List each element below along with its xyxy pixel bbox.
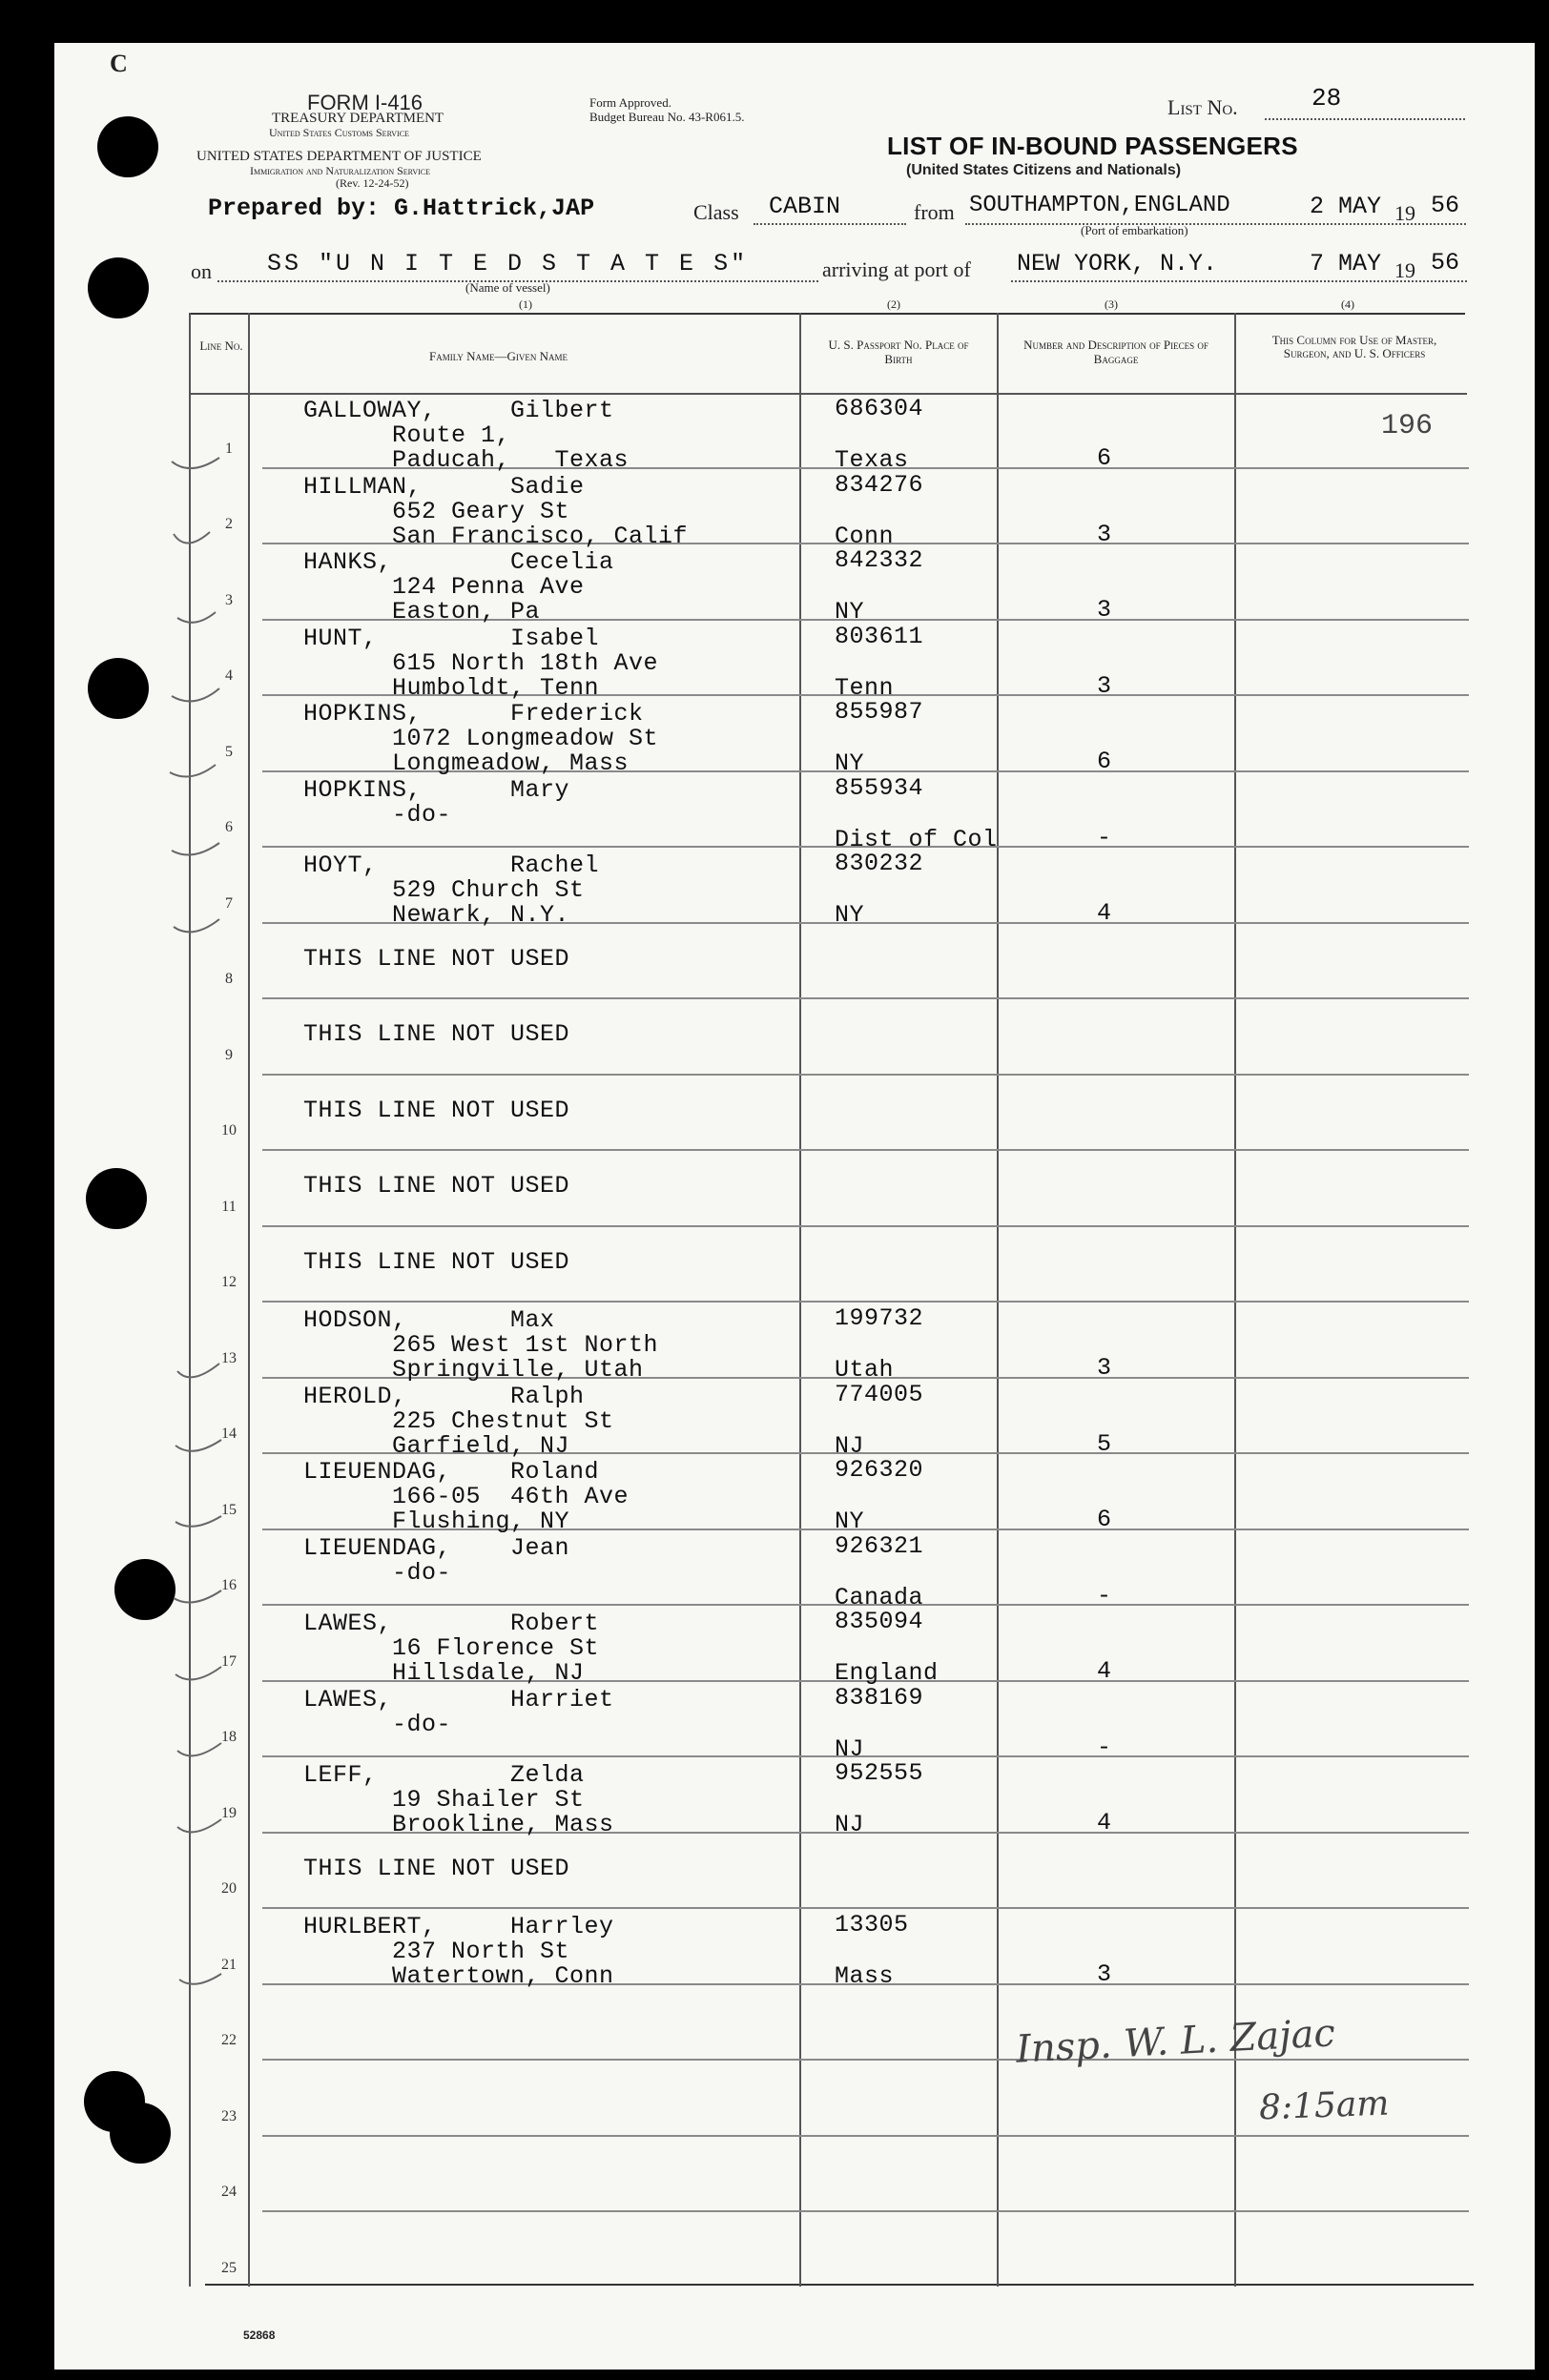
list-no-label: List No. (1167, 95, 1238, 119)
passenger-address: -do- (303, 1710, 452, 1738)
line-number: 25 (221, 2259, 237, 2276)
form-title: LIST OF IN-BOUND PASSENGERS (887, 132, 1298, 160)
line-number: 17 (221, 1652, 237, 1670)
list-no-value: 28 (1311, 84, 1342, 113)
line-number: 8 (225, 971, 233, 987)
vessel-name: SS "U N I T E D S T A T E S" (267, 250, 749, 277)
baggage-count: 4 (1097, 1809, 1112, 1836)
place-of-birth: NY (835, 749, 865, 777)
passport-number: 686304 (835, 395, 924, 422)
place-of-birth: NJ (835, 1431, 865, 1460)
baggage-count: 3 (1097, 1354, 1112, 1382)
place-of-birth: NY (835, 598, 865, 626)
line-number: 10 (221, 1122, 237, 1139)
check-mark (174, 532, 210, 544)
passenger-name: LAWES, Harriet (303, 1685, 614, 1713)
check-mark (172, 458, 219, 468)
arrival-port: NEW YORK, N.Y. (1017, 250, 1218, 277)
place-of-birth: Mass (835, 1962, 895, 1990)
passenger-address: 529 Church St (303, 876, 585, 904)
ins-service: Immigration and Naturalization Service (250, 164, 431, 177)
line-number: 23 (221, 2107, 237, 2124)
passenger-name: LIEUENDAG, Jean (303, 1533, 570, 1562)
form-number: FORM I-416 (307, 91, 423, 114)
passport-number: 855987 (835, 698, 924, 726)
passport-number: 855934 (835, 773, 924, 802)
col-header-baggage: Number and Description of Pieces of Baggage (1023, 338, 1208, 366)
passport-number: 835094 (835, 1608, 924, 1635)
check-mark (172, 843, 219, 855)
punch-hole (88, 257, 149, 318)
port-embark-note: (Port of embarkation) (1081, 223, 1188, 237)
line-number: 4 (225, 667, 233, 684)
row-rule (262, 2210, 1469, 2212)
line-number: 9 (225, 1046, 233, 1063)
check-mark (176, 1667, 221, 1679)
vessel-note: (Name of vessel) (465, 280, 550, 295)
place-of-birth: Canada (835, 1583, 924, 1611)
line-number: 5 (225, 743, 233, 760)
line-not-used: THIS LINE NOT USED (303, 1096, 570, 1124)
justice-dept: UNITED STATES DEPARTMENT OF JUSTICE (196, 149, 482, 164)
passenger-address: Humboldt, Tenn (303, 673, 600, 702)
baggage-count: 4 (1097, 1657, 1112, 1685)
passport-number: 838169 (835, 1683, 924, 1712)
footer-code: 52868 (243, 2329, 276, 2342)
inspector-signature: Insp. W. L. Zajac (1015, 2011, 1336, 2072)
row-rule (262, 1149, 1469, 1151)
line-number: 11 (221, 1198, 237, 1215)
col-header-passport: U. S. Passport No. Place of Birth (828, 338, 969, 366)
col-num-1: (1) (519, 298, 532, 311)
passport-number: 952555 (835, 1759, 924, 1787)
place-of-birth: Texas (835, 446, 909, 474)
passenger-name: HUNT, Isabel (303, 624, 600, 652)
col-num-4: (4) (1341, 298, 1354, 311)
passport-number: 926320 (835, 1456, 924, 1484)
baggage-count: - (1097, 823, 1112, 851)
passenger-name: LIEUENDAG, Roland (303, 1458, 600, 1486)
passport-number: 842332 (835, 546, 924, 574)
budget-bureau: Budget Bureau No. 43-R061.5. (589, 110, 745, 124)
line-number: 18 (221, 1729, 237, 1745)
line-number: 21 (221, 1956, 237, 1973)
check-mark (177, 612, 216, 623)
punch-hole (97, 116, 158, 177)
line-not-used: THIS LINE NOT USED (303, 1854, 570, 1882)
row-rule (262, 1301, 1469, 1303)
check-mark (177, 1364, 219, 1377)
passenger-address: Route 1, (303, 421, 511, 449)
passenger-name: LAWES, Robert (303, 1610, 600, 1637)
row-rule (262, 1225, 1469, 1227)
line-not-used: THIS LINE NOT USED (303, 1172, 570, 1200)
col-header-name: Family Name—Given Name (429, 349, 568, 363)
baggage-count: 6 (1097, 1506, 1112, 1533)
passenger-address: 1072 Longmeadow St (303, 725, 659, 752)
line-number: 1 (225, 440, 233, 457)
place-of-birth: NY (835, 1508, 865, 1535)
passenger-address: 265 West 1st North (303, 1331, 659, 1359)
line-number: 3 (225, 591, 233, 608)
passenger-address: Garfield, NJ (303, 1431, 570, 1460)
from-label: from (914, 200, 955, 224)
passenger-address: 225 Chestnut St (303, 1406, 614, 1435)
check-mark (177, 1819, 221, 1832)
check-mark (174, 1590, 221, 1603)
baggage-count: - (1097, 1581, 1112, 1610)
treasury-dept: TREASURY DEPARTMENT (272, 111, 444, 126)
inspector-time: 8:15am (1258, 2083, 1391, 2128)
place-of-birth: Utah (835, 1356, 895, 1384)
line-number: 14 (221, 1426, 237, 1442)
check-mark (170, 765, 216, 777)
passenger-address: Brookline, Mass (303, 1811, 614, 1838)
passport-number: 13305 (835, 1911, 909, 1939)
place-of-birth: NJ (835, 1734, 865, 1763)
officer-note-196: 196 (1381, 410, 1434, 442)
check-mark (179, 1974, 221, 1984)
passenger-address: San Francisco, Calif (303, 522, 689, 550)
col-num-2: (2) (887, 298, 900, 311)
baggage-count: 6 (1097, 748, 1112, 775)
list-no-underline (1265, 118, 1465, 120)
corner-mark: C (110, 50, 128, 77)
depart-year: 56 (1431, 192, 1460, 219)
punch-hole (88, 658, 149, 719)
depart-century: 19 (1394, 201, 1415, 225)
line-number: 20 (221, 1880, 237, 1897)
passenger-name: HANKS, Cecelia (303, 548, 614, 576)
passenger-address: 16 Florence St (303, 1634, 600, 1662)
passenger-name: HODSON, Max (303, 1306, 555, 1334)
passenger-address: Paducah, Texas (303, 446, 630, 474)
line-number: 22 (221, 2032, 237, 2048)
baggage-count: 4 (1097, 899, 1112, 927)
passenger-name: GALLOWAY, Gilbert (303, 397, 614, 424)
punch-hole (110, 2103, 171, 2164)
passport-divider (997, 313, 999, 2287)
col-header-officers: This Column for Use of Master, Surgeon, and U. S. Officers (1271, 333, 1437, 360)
table-bottom-rule (205, 2284, 1474, 2286)
row-rule (262, 2135, 1469, 2137)
check-mark (174, 919, 219, 932)
col-header-line-no: Line No. (199, 339, 243, 353)
class-label: Class (693, 200, 739, 224)
passport-number: 926321 (835, 1531, 924, 1560)
customs-service: United States Customs Service (269, 126, 409, 139)
baggage-count: 6 (1097, 444, 1112, 472)
passport-number: 199732 (835, 1304, 924, 1332)
baggage-count: 3 (1097, 1960, 1112, 1988)
row-rule (262, 1074, 1469, 1076)
passenger-name: HILLMAN, Sadie (303, 472, 585, 501)
col-num-3: (3) (1105, 298, 1118, 311)
place-of-birth: NY (835, 901, 865, 929)
depart-date: 2 MAY (1310, 193, 1382, 220)
place-of-birth: Conn (835, 522, 895, 550)
check-marks (153, 400, 305, 2021)
from-underline (965, 223, 1466, 225)
arrival-date: 7 MAY (1310, 250, 1382, 277)
line-not-used: THIS LINE NOT USED (303, 1247, 570, 1276)
punch-hole (86, 1168, 147, 1229)
baggage-count: 3 (1097, 671, 1112, 700)
passenger-address: 124 Penna Ave (303, 573, 585, 601)
passenger-address: Springville, Utah (303, 1356, 644, 1384)
passenger-address: Flushing, NY (303, 1508, 570, 1535)
line-number: 12 (221, 1274, 237, 1290)
arriving-label: arriving at port of (822, 257, 971, 281)
baggage-count: 3 (1097, 520, 1112, 548)
check-mark (176, 1440, 221, 1451)
passenger-address: Watertown, Conn (303, 1962, 614, 1990)
check-mark (176, 1516, 221, 1527)
form-rev: (Rev. 12-24-52) (336, 176, 409, 190)
row-rule (262, 1907, 1469, 1909)
name-divider (799, 313, 801, 2287)
place-of-birth: Dist of Col (835, 825, 998, 853)
header-bottom-rule (189, 393, 1467, 395)
check-mark (177, 1743, 221, 1755)
line-number: 16 (221, 1577, 237, 1593)
from-value: SOUTHAMPTON,ENGLAND (969, 193, 1230, 218)
arrival-century: 19 (1394, 258, 1415, 282)
line-number: 13 (221, 1349, 237, 1366)
passenger-address: 652 Geary St (303, 497, 570, 525)
passenger-address: Hillsdale, NJ (303, 1659, 585, 1687)
passenger-address: 237 North St (303, 1938, 570, 1965)
baggage-count: 3 (1097, 596, 1112, 624)
line-number: 7 (225, 894, 233, 912)
passenger-address: 19 Shailer St (303, 1786, 585, 1814)
table-top-rule (189, 313, 1465, 315)
passenger-name: HOYT, Rachel (303, 851, 600, 879)
passport-number: 830232 (835, 850, 924, 877)
prepared-by: Prepared by: G.Hattrick,JAP (208, 195, 595, 222)
passport-number: 774005 (835, 1380, 924, 1408)
line-number: 2 (225, 516, 233, 532)
passenger-address: Newark, N.Y. (303, 901, 570, 929)
place-of-birth: Tenn (835, 673, 895, 702)
baggage-count: 5 (1097, 1429, 1112, 1458)
on-label: on (191, 259, 212, 283)
passenger-address: Easton, Pa (303, 598, 541, 626)
row-rule (262, 1755, 1469, 1757)
line-number: 15 (221, 1501, 237, 1518)
line-not-used: THIS LINE NOT USED (303, 944, 570, 973)
line-number: 19 (221, 1804, 237, 1821)
line-number: 6 (225, 819, 233, 835)
form-subtitle: (United States Citizens and Nationals) (906, 162, 1182, 178)
line-not-used: THIS LINE NOT USED (303, 1020, 570, 1048)
baggage-divider (1234, 313, 1236, 2287)
passenger-address: 166-05 46th Ave (303, 1483, 630, 1510)
row-rule (262, 2059, 1469, 2061)
class-value: CABIN (769, 193, 841, 220)
line-number: 24 (221, 2184, 237, 2200)
passenger-name: HURLBERT, Harrley (303, 1913, 614, 1940)
class-underline (754, 223, 906, 225)
row-rule (262, 997, 1469, 999)
passenger-address: -do- (303, 800, 452, 829)
passenger-name: LEFF, Zelda (303, 1761, 585, 1789)
place-of-birth: England (835, 1659, 939, 1687)
passport-number: 803611 (835, 622, 924, 650)
check-mark (172, 688, 219, 701)
passenger-address: Longmeadow, Mass (303, 749, 630, 777)
baggage-count: - (1097, 1733, 1112, 1761)
form-approved: Form Approved. (589, 95, 671, 110)
passport-number: 834276 (835, 470, 924, 499)
passenger-name: HEROLD, Ralph (303, 1382, 585, 1410)
place-of-birth: NJ (835, 1811, 865, 1838)
passenger-address: 615 North 18th Ave (303, 648, 659, 677)
passenger-name: HOPKINS, Mary (303, 775, 570, 804)
passenger-address: -do- (303, 1558, 452, 1587)
passenger-name: HOPKINS, Frederick (303, 700, 644, 728)
arrival-year: 56 (1431, 249, 1460, 277)
